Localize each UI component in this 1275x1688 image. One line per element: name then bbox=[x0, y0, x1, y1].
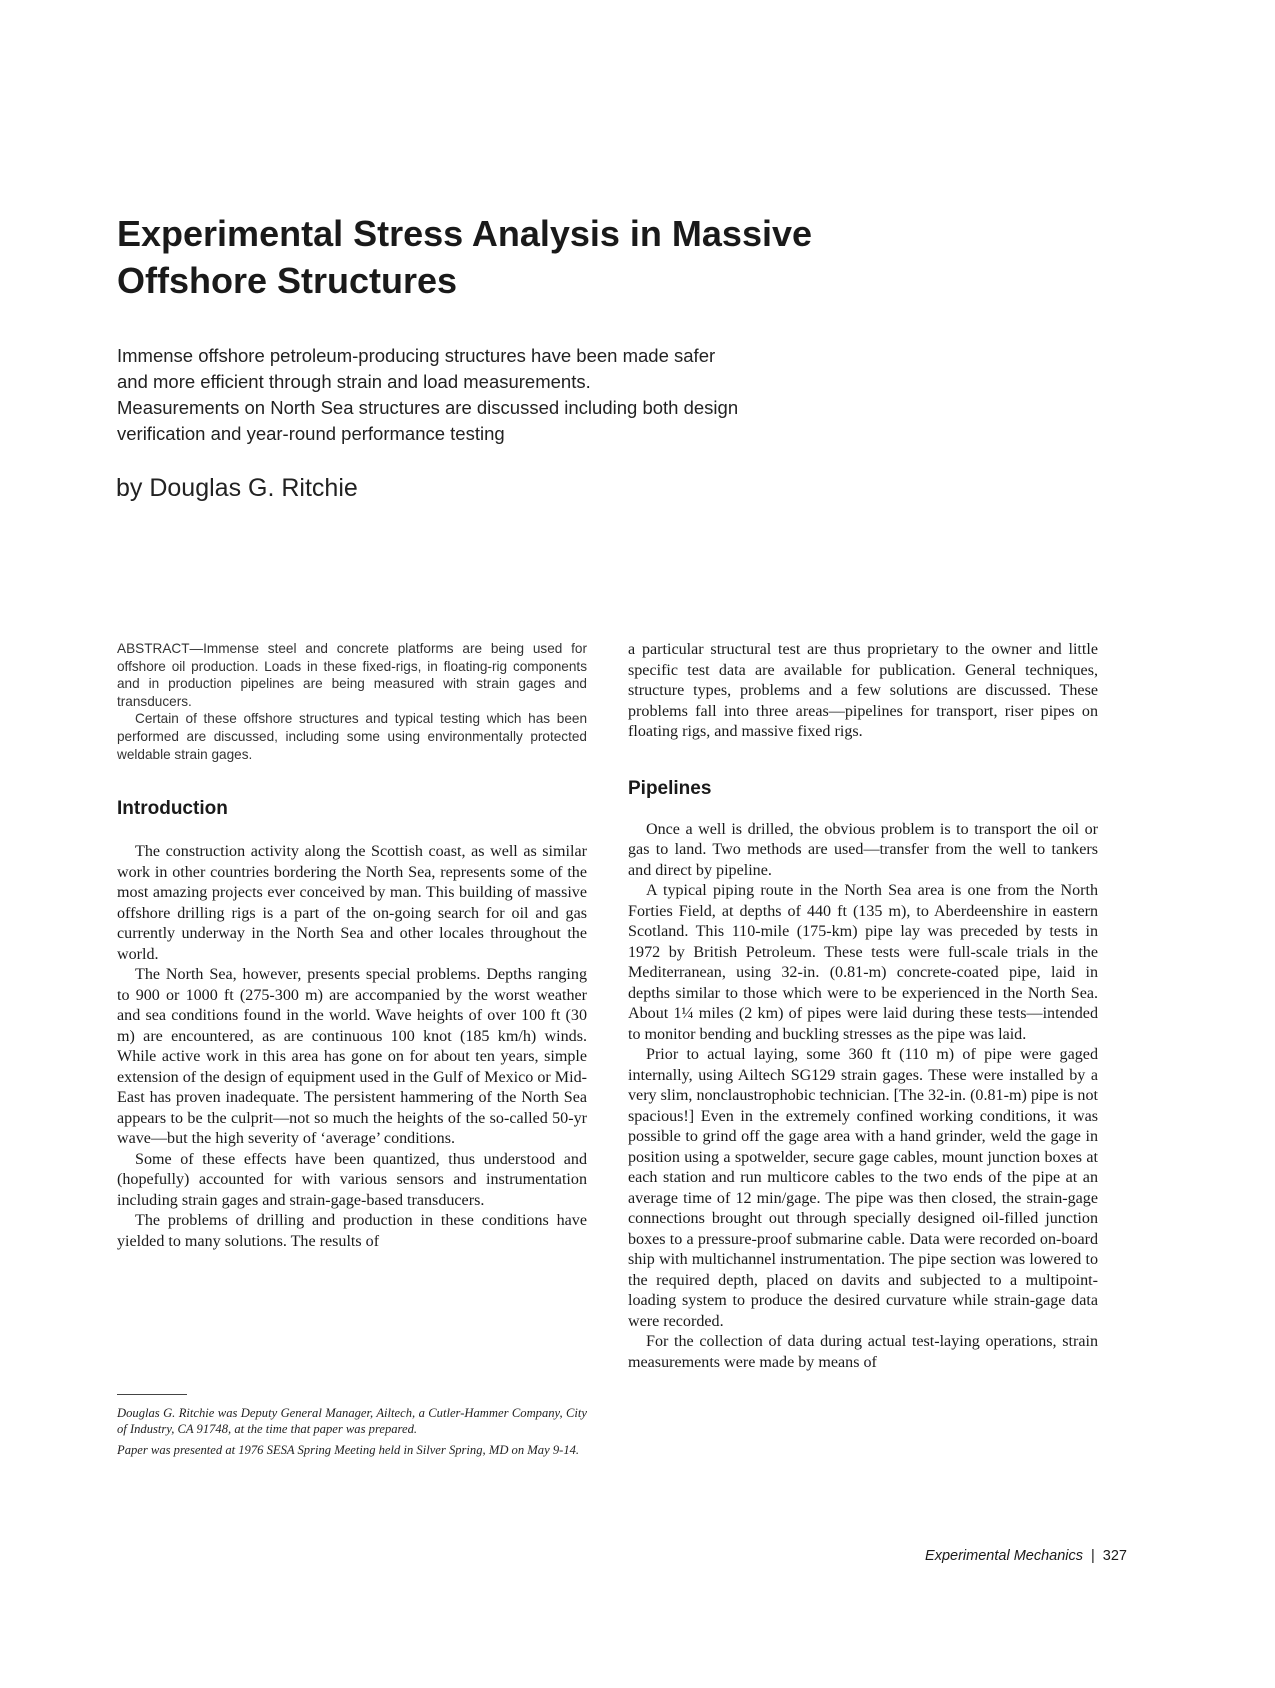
pipelines-body bbox=[628, 820, 1098, 1374]
body-paragraph: Once a well is drilled, the obvious problem is to transport the oil or gas to land. Two methods are used—transfer from the well to tankers and direct by pipeline. bbox=[628, 820, 1098, 879]
body-paragraph: a particular structural test are thus proprietary to the owner and little specific test data are available for publication. General techniques, structure types, problems and a few solutions are discussed. These problems fall into three areas—pipelines for transport, riser pipes on floating rigs, and massive fixed rigs. bbox=[628, 641, 1098, 740]
abstract-paragraph: Certain of these offshore structures and typical testing which has been performed are discussed, including some using environmentally protected weldable strain gages. bbox=[117, 711, 587, 762]
footnotes bbox=[117, 1405, 587, 1464]
section-heading-pipelines: Pipelines bbox=[628, 777, 712, 799]
page-number: 327 bbox=[1102, 1548, 1127, 1564]
abstract-paragraph: ABSTRACT—Immense steel and concrete platforms are being used for offshore oil production. Loads in these fixed-rigs, in floating-rig components and in production pipelines are being measured with strain gages and transducers. bbox=[117, 641, 587, 709]
body-paragraph: For the collection of data during actual test-laying operations, strain measurements were made by means of bbox=[628, 1333, 1098, 1371]
body-paragraph: Prior to actual laying, some 360 ft (110 m) of pipe were gaged internally, using Ailtech SG129 strain gages. These were installed by a very slim, nonclaustrophobic technician. [The 32-in. (0.81-m) pipe is not spacious!] Even in the extremely confined working conditions, it was possible to grind off the gage area with a hand grinder, weld the gage in position using a spotwelder, secure gage cables, mount junction boxes at each station and run multicore cables to the two ends of the pipe at an average time of 12 min/gage. The pipe was then closed, the strain-gage connections brought out through specially designed oil-filled junction boxes to a pressure-proof submarine cable. Data were recorded on-board ship with multichannel instrumentation. The pipe section was lowered to the required depth, placed on davits and subjected to a multipoint-loading system to produce the desired curvature while strain-gage data were recorded. bbox=[628, 1046, 1098, 1330]
body-paragraph: A typical piping route in the North Sea area is one from the North Forties Field, at depths of 440 ft (135 m), to Aberdeenshire in eastern Scotland. This 110-mile (175-km) pipe lay was preceded by tests in 1972 by British Petroleum. These tests were full-scale trials in the Mediterranean, using 32-in. (0.81-m) concrete-coated pipe, laid in depths similar to those which were to be experienced in the North Sea. About 1¼ miles (2 km) of pipes were laid during these tests—intended to monitor bending and buckling stresses as the pipe was laid. bbox=[628, 882, 1098, 1043]
subtitle-line-2: and more efficient through strain and load measurements. bbox=[117, 371, 591, 392]
section-heading-introduction: Introduction bbox=[117, 798, 228, 820]
author-byline: by Douglas G. Ritchie bbox=[116, 474, 358, 502]
page-footer bbox=[925, 1548, 1127, 1564]
body-paragraph: Some of these effects have been quantized, thus understood and (hopefully) accounted for with various sensors and instrumentation including strain gages and strain-gage-based transducers. bbox=[117, 1150, 587, 1209]
journal-name: Experimental Mechanics bbox=[925, 1548, 1084, 1564]
article-title bbox=[117, 210, 937, 304]
body-paragraph: The North Sea, however, presents special problems. Depths ranging to 900 or 1000 ft (275-300 m) are accompanied by the worst weather and sea conditions found in the world. Wave heights of over 100 ft (30 m) are encountered, as are continuous 100 knot (185 km/h) winds. While active work in this area has gone on for about ten years, simple extension of the design of equipment used in the Gulf of Mexico or Mid-East has proven inadequate. The persistent hammering of the North Sea appears to be the culprit—not so much the heights of the so-called 50-yr wave—but the high severity of ‘average’ conditions. bbox=[117, 966, 587, 1148]
abstract bbox=[117, 640, 587, 763]
footer-separator: | bbox=[1091, 1548, 1095, 1564]
title-line-1: Experimental Stress Analysis in Massive bbox=[117, 213, 813, 254]
article-subtitle bbox=[117, 343, 877, 447]
body-paragraph: The construction activity along the Scottish coast, as well as similar work in other countries bordering the North Sea, represents some of the most amazing projects ever conceived by man. This building of massive offshore drilling rigs is a part of the on-going search for oil and gas currently underway in the North Sea and other locales throughout the world. bbox=[117, 843, 587, 963]
subtitle-line-1: Immense offshore petroleum-producing structures have been made safer bbox=[117, 345, 716, 366]
footnote-divider bbox=[117, 1394, 187, 1395]
subtitle-line-3: Measurements on North Sea structures are discussed including both design bbox=[117, 397, 739, 418]
intro-continuation bbox=[628, 640, 1098, 743]
right-column bbox=[628, 640, 1098, 1373]
body-paragraph: The problems of drilling and production in these conditions have yielded to many solutions. The results of bbox=[117, 1212, 587, 1250]
introduction-body bbox=[117, 842, 587, 1252]
left-column bbox=[117, 640, 587, 1252]
subtitle-line-4: verification and year-round performance testing bbox=[117, 423, 505, 444]
footnote-presentation: Paper was presented at 1976 SESA Spring Meeting held in Silver Spring, MD on May 9-14. bbox=[117, 1443, 580, 1458]
title-line-2: Offshore Structures bbox=[117, 260, 458, 301]
footnote-author-affiliation: Douglas G. Ritchie was Deputy General Manager, Ailtech, a Cutler-Hammer Company, City of Industry, CA 91748, at the time that paper was prepared. bbox=[117, 1406, 587, 1437]
